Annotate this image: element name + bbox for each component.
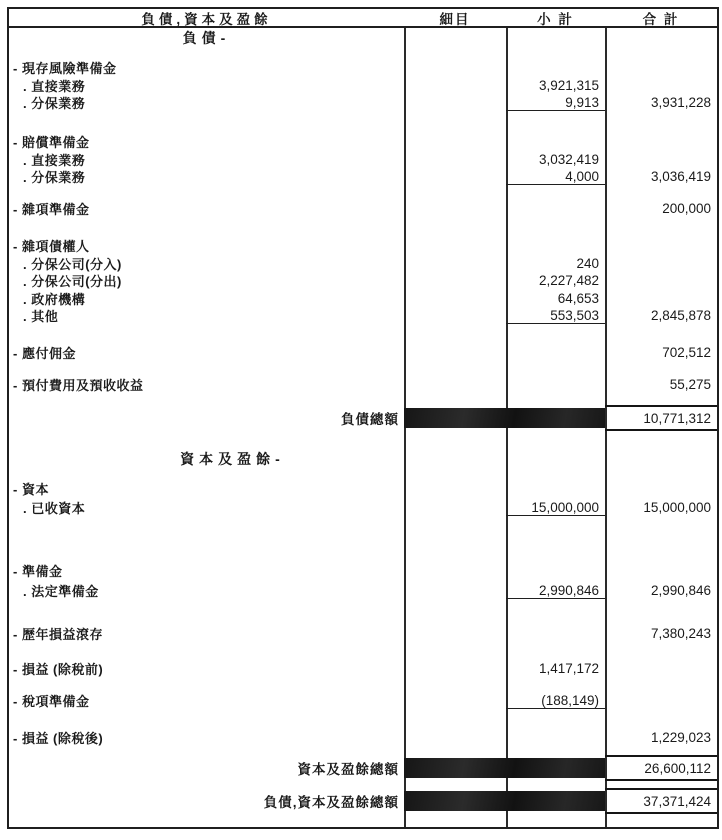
total-value: 3,036,419 [650,169,711,184]
line-item-row [9,499,717,516]
row-label: - 雜項債權人 [13,239,90,254]
line-item-row [9,625,717,642]
section-heading-row [9,29,717,46]
subtotal-value: 2,227,482 [538,273,599,288]
row-label: - 應付佣金 [13,346,76,361]
total-row [9,407,717,429]
line-item-row [9,729,717,746]
row-label: . 直接業務 [23,153,86,168]
row-label: - 稅項準備金 [13,694,90,709]
column-header-liabilities-capital-surplus: 負債,資本及盈餘 [9,9,404,28]
row-label: 負債- [182,29,231,46]
total-value: 200,000 [662,201,711,216]
total-value: 3,931,228 [650,95,711,110]
row-label: - 資本 [13,482,49,497]
row-label: - 損益 (除稅後) [13,731,104,746]
line-item-row [9,237,717,254]
total-value: 55,275 [669,377,711,392]
subtotal-value: (188,149) [506,692,605,709]
row-label: 資本及盈餘- [180,450,285,467]
row-label: . 政府機構 [23,292,86,307]
row-label: 負債,資本及盈餘總額 [263,795,399,810]
column-header-subtotal: 小 計 [506,9,605,28]
row-label: 資本及盈餘總額 [297,762,399,777]
line-item-row [9,77,717,94]
subtotal-value: 64,653 [557,291,599,306]
line-item-row [9,151,717,168]
total-value: 2,990,846 [650,583,711,598]
balance-sheet-table [7,7,719,829]
total-value: 26,600,112 [644,760,711,776]
line-item-row [9,376,717,393]
total-value: 702,512 [662,345,711,360]
total-row [9,757,717,779]
total-value: 37,371,424 [643,793,711,809]
line-item-row [9,307,717,324]
line-item-row [9,582,717,599]
line-item-row [9,59,717,76]
total-value: 1,229,023 [650,730,711,745]
subtotal-value: 15,000,000 [506,499,605,516]
blackout-bar [404,408,605,428]
column-header-detail: 細目 [404,9,506,28]
row-label: - 雜項準備金 [13,202,90,217]
row-label: - 準備金 [13,564,63,579]
line-item-row [9,660,717,677]
row-label: - 預付費用及預收收益 [13,378,144,393]
subtotal-value: 2,990,846 [506,582,605,599]
total-value: 7,380,243 [650,626,711,641]
row-label: . 分保業務 [23,96,86,111]
total-value: 10,771,312 [643,410,711,426]
column-header-total: 合 計 [605,9,717,28]
line-item-row [9,200,717,217]
line-item-row [9,290,717,307]
row-label: . 已收資本 [23,501,86,516]
line-item-row [9,562,717,579]
row-label: . 其他 [23,309,59,324]
line-item-row [9,133,717,150]
row-label: . 分保業務 [23,170,86,185]
subtotal-value: 240 [576,256,599,271]
row-label: - 賠償準備金 [13,135,90,150]
line-item-row [9,168,717,185]
row-label: . 法定準備金 [23,584,99,599]
row-label: . 分保公司(分出) [23,274,122,289]
subtotal-value: 9,913 [506,94,605,111]
row-label: . 分保公司(分入) [23,257,122,272]
total-value: 2,845,878 [650,308,711,323]
line-item-row [9,255,717,272]
total-row [9,790,717,812]
line-item-row [9,692,717,709]
subtotal-value: 553,503 [506,307,605,324]
subtotal-value: 1,417,172 [538,661,599,676]
total-value: 15,000,000 [643,500,711,515]
section-heading-row [9,450,717,467]
blackout-bar [404,791,605,811]
row-label: - 歷年損益滾存 [13,627,103,642]
row-label: . 直接業務 [23,79,86,94]
row-label: - 損益 (除稅前) [13,662,104,677]
subtotal-value: 3,032,419 [538,152,599,167]
row-label: 負債總額 [341,412,399,427]
line-item-row [9,272,717,289]
line-item-row [9,94,717,111]
line-item-row [9,344,717,361]
line-item-row [9,480,717,497]
blackout-bar [404,758,605,778]
subtotal-value: 3,921,315 [538,78,599,93]
subtotal-value: 4,000 [506,168,605,185]
row-label: - 現存風險準備金 [13,61,117,76]
